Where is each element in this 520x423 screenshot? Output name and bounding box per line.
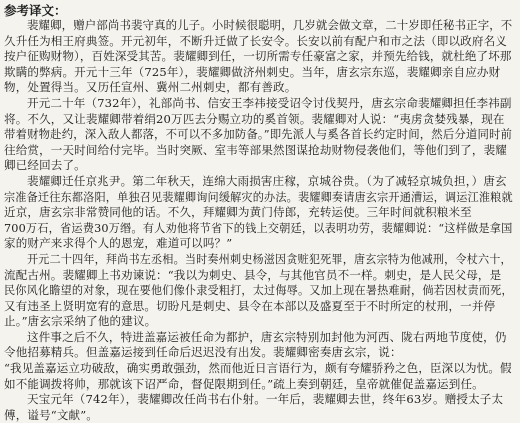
text-line: 近京，唐玄宗非常赞同他的话。不久，拜耀卿为黄门侍郎，充转运使。三年时间就积粮米至 — [4, 205, 472, 220]
text-line: 流配古州。裴耀卿上书劝谏说：“我以为刺史、县令，与其他官员不一样。刺史，是人民父母，是 — [4, 267, 502, 282]
text-line: 家的财产来求得个人的恩宠，难道可以吗？” — [4, 236, 233, 251]
text-line: 令他招募精兵。但盖嘉运接到任命后迟迟没有出发。裴耀卿密奏唐玄宗，说： — [4, 345, 402, 360]
text-line: 物，处置得当。又历任宣州、冀州二州刺史，都有善政。 — [4, 80, 297, 95]
text-line: 往给赏，一天时间给付完毕。当时突厥、室韦等部果然图谋抢劫财物侵袭他们，等他们到了，裴耀 — [4, 142, 507, 157]
translation-body — [4, 18, 514, 423]
paragraph — [4, 18, 514, 96]
paragraph — [4, 252, 514, 330]
text-line: 裴耀卿，赠户部尚书裴守真的儿子。小时候很聪明，几岁就会做文章，二十岁即任秘书正字，不 — [27, 18, 513, 32]
text-line: 按户征购财物），百姓深受其苦。裴耀卿到任，一切所需专任豪富之家，并预先给钱，就杜绝了坏那 — [4, 49, 512, 64]
text-line: 又有违圣上贤明宽宥的意思。切盼凡是刺史、县令在本部以及盛夏至于不时所定的杖刑，一并停 — [4, 298, 496, 313]
text-line: 如不能调拨将帅，那就该下诏严命，督促限期到任。”疏上奏到朝廷，皇帝就催促盖嘉运到任。 — [4, 376, 484, 391]
text-line: 开元二十年（732年），礼部尚书、信安王李祎接受诏令讨伐契丹，唐玄宗命裴耀卿担任李祎副 — [27, 95, 512, 110]
text-line: 700万石，省运费30万缗。有人劝他将节省下的钱上交朝廷，以表明功劳，裴耀卿说：“这样做是拿国 — [4, 221, 513, 235]
text-line: 欺瞒的弊病。开元十三年（725年），裴耀卿做济州刺史。当年，唐玄宗东巡，裴耀卿亲自应办财 — [4, 64, 501, 79]
paragraph — [4, 392, 514, 423]
text-line: 民你风化瞻望的对象，现在要他们像仆隶受粗打，太过侮辱。又加上现在暑热难耐，倘若因杖责而死， — [4, 284, 513, 298]
text-line: 天宝元年（742年），裴耀卿改任尚书右仆射。一年后，裴耀卿去世，终年63岁。赠授太子太 — [27, 392, 504, 407]
text-line: 这件事之后不久，特进盖嘉运被任命为都护，唐玄宗特别加封他为河西、陇右两地节度使，仍 — [27, 329, 507, 344]
paragraph — [4, 330, 514, 392]
paragraph — [4, 96, 514, 174]
paragraph — [4, 174, 514, 252]
text-line: 裴耀卿迁任京兆尹。第二年秋天，连绵大雨损害庄稼，京城谷贵。（为了减轻京城负担，）唐玄 — [27, 173, 507, 188]
section-heading: 参考译文： — [4, 3, 67, 18]
text-line: 带着财物赴约，深入敌人都落，不可以不多加防备。”即先派人与奚各首长约定时间，然后分道同时前 — [4, 127, 513, 142]
text-line: 卿已经回去了。 — [4, 158, 86, 173]
text-line: 久升任为相王府典签。开元初年，不断升迁做了长安令。长安以前有配户和市之法（即以政府名义 — [4, 33, 507, 48]
text-line: 开元二十四年，拜尚书左丞相。当时奏州刺史杨滋因贪赃犯死罪，唐玄宗特为他减刑，令杖六十， — [27, 252, 512, 266]
text-line: 止。”唐玄宗采纳了他的建议。 — [4, 314, 157, 329]
text-line: 宗准备迁往东都洛阳，单独召见裴耀卿询问缓解灾的办法。裴耀卿奏请唐玄宗开通漕运，调运江淮粮就 — [4, 190, 513, 204]
text-line: 将。不久，又让裴耀卿带着绢20万匹去分赐立功的奚首领。裴耀卿对人说：“夷虏贪婪残暴，现在 — [4, 111, 505, 126]
text-line: “我见盖嘉运立功破敌，确实勇敢强劲，然而他近日言语行为，颇有夸耀骄矜之色，臣深以为忧。假 — [4, 361, 512, 376]
text-line: 傅，谥号“文献”。 — [4, 407, 98, 422]
